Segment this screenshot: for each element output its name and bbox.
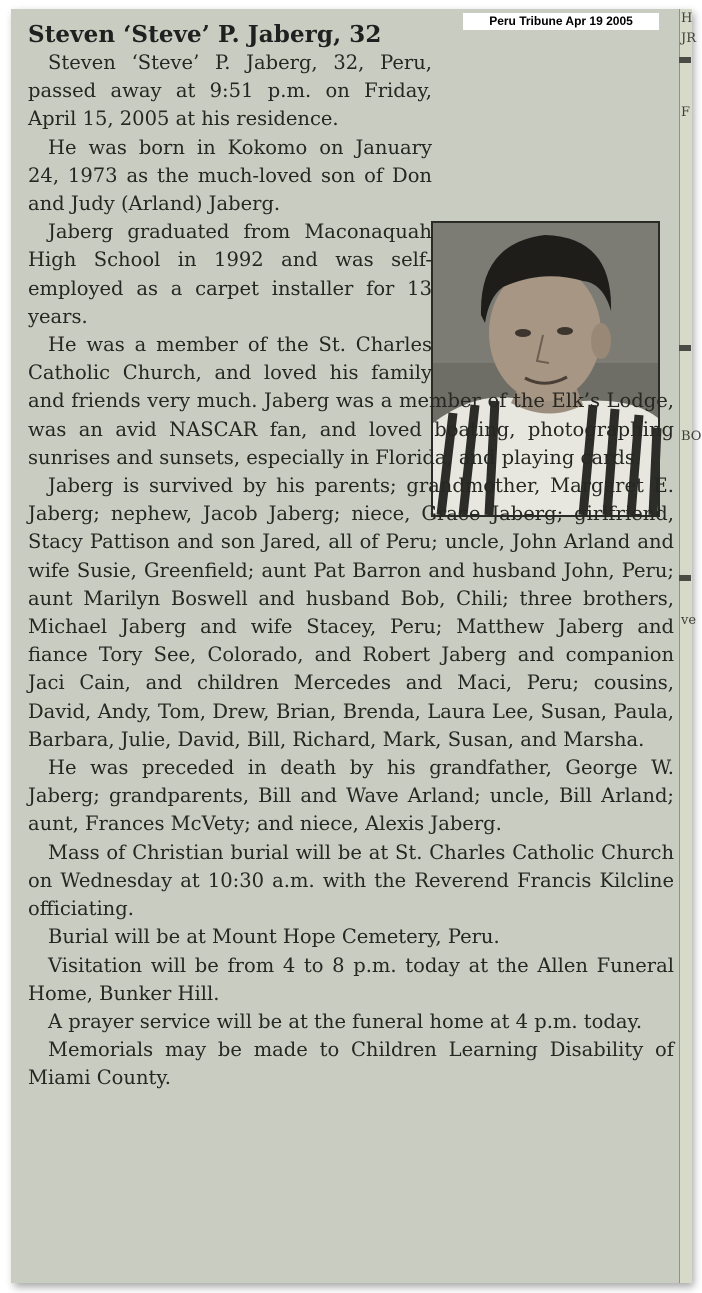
obituary-paragraph: A prayer service will be at the funeral home at 4 p.m. today.: [48, 1009, 643, 1033]
obituary-paragraph: Jaberg graduated from Maconaquah High School in 1992 and was self-employed as a carpet installer for 13 years.: [28, 220, 432, 328]
source-label: Peru Tribune Apr 19 2005: [463, 13, 659, 30]
adjacent-column-rule: [679, 57, 691, 63]
obituary-paragraph: He was preceded in death by his grandfather, George W. Jaberg; grandparents, Bill and Wave Arland; uncle, Bill Arland; aunt, Frances McVety; and niece, Alexis Jaberg.: [28, 756, 674, 836]
newspaper-clipping: [11, 9, 702, 1283]
obituary-paragraph: He was a member of the St. Charles Catholic Church, and loved his family and friends very much. Jaberg was a member of the Elk’s Lodge, was an avid NASCAR fan, and loved boating, photographing sunrises and sunsets, especially in Florida, and playing cards.: [28, 333, 674, 469]
adjacent-column-fragment: ve: [681, 613, 697, 628]
obituary-paragraph: Jaberg is survived by his parents; grandmother, Margaret E. Jaberg; nephew, Jacob Jaberg; niece, Grace Jaberg; girlfriend, Stacy Pattison and son Jared, all of Peru; uncle, John Arland and wife Susie, Greenfield; aunt Pat Barron and husband John, Peru; aunt Marilyn Boswell and husband Bob, Chili; three brothers, Michael Jaberg and wife Stacey, Peru; Matthew Jaberg and fiance Tory See, Colorado, and Robert Jaberg and companion Jaci Cain, and children Mercedes and Maci, Peru; cousins, David, Andy, Tom, Drew, Brian, Brenda, Laura Lee, Susan, Paula, Barbara, Julie, David, Bill, Richard, Mark, Susan, and Marsha.: [28, 474, 674, 751]
obituary-paragraph: Steven ‘Steve’ P. Jaberg, 32, Peru, passed away at 9:51 p.m. on Friday, April 15, 2005 at his residence.: [28, 51, 432, 131]
obituary-headline: Steven ‘Steve’ P. Jaberg, 32: [28, 21, 382, 48]
obituary-paragraph: Memorials may be made to Children Learning Disability of Miami County.: [28, 1038, 674, 1090]
obituary-paragraph: Burial will be at Mount Hope Cemetery, Peru.: [48, 925, 500, 949]
adjacent-column-rule: [679, 575, 691, 581]
obituary-body: [28, 49, 674, 1093]
obituary-paragraph: Mass of Christian burial will be at St. Charles Catholic Church on Wednesday at 10:30 a.m. with the Reverend Francis Kilcline officiating.: [28, 840, 674, 921]
adjacent-column-rule: [679, 345, 691, 351]
adjacent-column-fragment: BO: [681, 429, 702, 444]
adjacent-column-fragment: F: [681, 105, 691, 120]
obituary-paragraph: He was born in Kokomo on January 24, 1973 as the much-loved son of Don and Judy (Arland) Jaberg.: [28, 135, 432, 216]
obituary-paragraph: Visitation will be from 4 to 8 p.m. today at the Allen Funeral Home, Bunker Hill.: [28, 953, 674, 1005]
adjacent-column-fragment: H: [681, 11, 693, 26]
adjacent-column-edge: [679, 9, 692, 1283]
adjacent-column-fragment: JR: [681, 31, 696, 46]
